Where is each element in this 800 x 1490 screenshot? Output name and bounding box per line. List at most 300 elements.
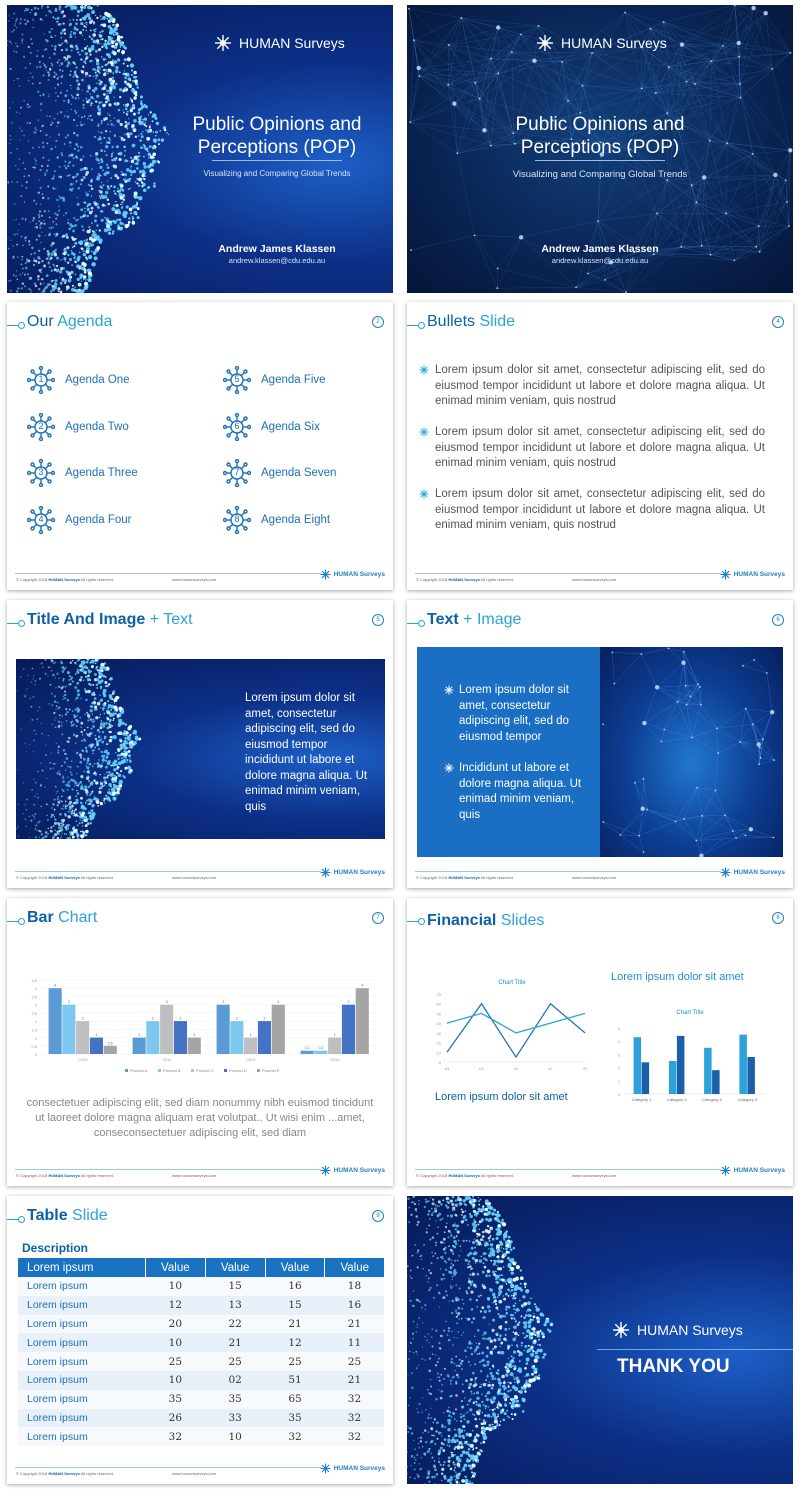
y-tick-label: 3.5 — [31, 994, 37, 1000]
particle-face-image — [7, 5, 197, 293]
slide-title: Title And Image + Text — [27, 611, 193, 628]
table-row — [18, 1427, 384, 1446]
table-cell: 35 — [265, 1409, 325, 1428]
y-tick-label: 0 — [438, 1060, 441, 1065]
data-label: 1 — [193, 1033, 196, 1038]
snowflake-bullet-icon — [444, 685, 454, 695]
table-row — [18, 1371, 384, 1390]
x-tick-label: 2010 — [78, 1057, 88, 1062]
bar — [174, 1021, 187, 1054]
x-tick-label: Category 3 — [702, 1097, 722, 1102]
bar — [49, 988, 62, 1054]
bar — [133, 1038, 146, 1054]
data-label: 3 — [277, 1000, 280, 1005]
data-label: 0.5 — [107, 1041, 113, 1046]
bar — [272, 1005, 285, 1054]
slide-footer — [7, 1162, 393, 1186]
x-tick-label: e7 — [548, 1066, 553, 1071]
data-label: 0.2 — [318, 1046, 324, 1051]
cover-author: Andrew James Klassen — [218, 243, 336, 255]
footer-line — [415, 573, 721, 574]
title-divider — [212, 160, 342, 161]
title-image-slide[interactable] — [7, 600, 393, 888]
snowflake-icon — [720, 1165, 731, 1176]
table-cell: Lorem ipsum — [18, 1390, 145, 1409]
table-cell: 21 — [325, 1315, 384, 1334]
bar — [146, 1021, 159, 1054]
chart-title: Chart Title — [676, 1010, 704, 1016]
footer-url[interactable]: www.humansurveys.com — [172, 1173, 217, 1178]
bar — [739, 1035, 747, 1094]
slide-footer — [7, 1460, 393, 1484]
slide-footer — [407, 864, 793, 888]
bullets-slide[interactable] — [407, 302, 793, 590]
cover-subtitle: Visualizing and Comparing Global Trends — [512, 169, 688, 180]
chart-heading-left: Lorem ipsum dolor sit amet — [435, 1091, 568, 1103]
grouped-bar-chart — [15, 970, 385, 1080]
footer-line — [15, 1169, 321, 1170]
table-header-cell: Lorem ipsum — [18, 1258, 145, 1277]
bar — [747, 1057, 755, 1094]
bar — [669, 1061, 677, 1094]
agenda-item-label: Agenda Four — [65, 513, 132, 526]
cover-email: andrew.klassen@cdu.edu.au — [228, 256, 326, 265]
particle-face-image — [16, 659, 236, 839]
footer-url[interactable]: www.humansurveys.com — [172, 577, 217, 582]
data-label: 3 — [165, 1000, 168, 1005]
table-description: Description — [22, 1241, 89, 1255]
page-number: 5 — [372, 614, 384, 626]
cover-title: Public Opinions and Perceptions (POP) — [515, 114, 685, 158]
network-image — [600, 647, 783, 857]
divider-line — [597, 1349, 793, 1350]
table-cell: 22 — [205, 1315, 265, 1334]
footer-brand: HUMAN Surveys — [720, 569, 785, 580]
network-number-icon: 4 — [27, 506, 55, 534]
bar — [90, 1038, 103, 1054]
table-cell: 25 — [325, 1352, 384, 1371]
x-tick-label: 2012 — [246, 1057, 256, 1062]
x-tick-label: Category 4 — [737, 1097, 758, 1102]
legend-swatch — [224, 1069, 227, 1072]
bar — [188, 1038, 201, 1054]
footer-brand: HUMAN Surveys — [720, 867, 785, 878]
agenda-item-4[interactable] — [27, 506, 132, 534]
slide-title: Our Agenda — [27, 313, 113, 330]
particle-face-image — [407, 1196, 587, 1484]
table-cell: Lorem ipsum — [18, 1315, 145, 1334]
y-tick-label: 1.5 — [31, 1027, 37, 1033]
table-row — [18, 1296, 384, 1315]
x-tick-label: c3 — [513, 1066, 519, 1071]
footer-brand: HUMAN Surveys — [720, 1165, 785, 1176]
table-cell: 25 — [205, 1352, 265, 1371]
slide-title: Table Slide — [27, 1207, 108, 1224]
table-header-cell: Value — [145, 1258, 205, 1277]
y-tick-label: 10 — [436, 1050, 441, 1056]
legend-label: Product C — [196, 1068, 214, 1073]
cover-title: Public Opinions and Perceptions (POP) — [192, 114, 362, 158]
agenda-item-7[interactable] — [223, 459, 336, 487]
table-cell: 26 — [145, 1409, 205, 1428]
thank-you-text: THANK YOU — [617, 1356, 730, 1377]
table-cell: 16 — [265, 1277, 325, 1296]
network-image-graphic — [600, 647, 783, 857]
brand-name: HUMAN Surveys — [637, 1322, 743, 1338]
table-cell: Lorem ipsum — [18, 1371, 145, 1390]
table-cell: Lorem ipsum — [18, 1409, 145, 1428]
table-cell: Lorem ipsum — [18, 1427, 145, 1446]
slide-title: Financial Slides — [427, 912, 545, 929]
y-tick-label: 60 — [436, 1001, 441, 1007]
cover-author: Andrew James Klassen — [541, 243, 659, 255]
table-cell: Lorem ipsum — [18, 1352, 145, 1371]
y-tick-label: 3 — [34, 1002, 37, 1008]
footer-brand: HUMAN Surveys — [320, 1165, 385, 1176]
y-tick-label: 5 — [617, 1026, 620, 1031]
title-connector-icon — [7, 918, 25, 925]
network-number-icon: 8 — [223, 506, 251, 534]
data-label: 3 — [222, 1000, 225, 1005]
y-tick-label: 3 — [617, 1052, 620, 1058]
y-tick-label: 2 — [34, 1019, 37, 1025]
cover-email: andrew.klassen@cdu.edu.au — [551, 256, 649, 265]
data-label: 3 — [67, 1000, 70, 1005]
legend-label: Product A — [130, 1068, 148, 1073]
network-number-icon: 3 — [27, 459, 55, 487]
slide-footer — [7, 864, 393, 888]
x-tick-label: Category 1 — [631, 1097, 652, 1102]
x-tick-label: b2 — [479, 1066, 484, 1071]
table-cell: 16 — [325, 1296, 384, 1315]
table-cell: 20 — [145, 1315, 205, 1334]
footer-copyright: © Copyright 2018 HUMAN Surveys All rights reserved. — [16, 875, 114, 880]
table-cell: 10 — [205, 1427, 265, 1446]
bar — [244, 1038, 257, 1054]
y-tick-label: 30 — [436, 1030, 441, 1036]
brand-logo — [611, 1320, 743, 1340]
page-number: 9 — [372, 1210, 384, 1222]
y-tick-label: 0.5 — [31, 1043, 37, 1049]
page-number: 4 — [772, 316, 784, 328]
network-number-icon: 1 — [27, 366, 55, 394]
cover-slide-2[interactable] — [407, 5, 793, 293]
bar — [677, 1036, 685, 1094]
y-tick-label: 2.5 — [31, 1010, 37, 1016]
table-cell: 12 — [265, 1333, 325, 1352]
bar — [712, 1070, 720, 1094]
banner-text: Lorem ipsum dolor sit amet, consectetur adipiscing elit, sed do eiusmod tempor incididunt ut labore et dolore magna aliqua. Ut enimad minim veniam, quis — [245, 692, 368, 813]
bullet-item: Lorem ipsum dolor sit amet, consectetur adipiscing elit, sed do eiusmod tempor incididunt ut labore et dolore magna aliqua. Ut enimad minim veniam, quis nostrud — [435, 363, 765, 410]
snowflake-logo-icon — [611, 1320, 631, 1340]
title-connector-icon — [407, 918, 425, 925]
bar — [356, 988, 369, 1054]
chart-title: Chart Title — [498, 980, 526, 986]
table-cell: 18 — [325, 1277, 384, 1296]
bar — [104, 1046, 117, 1054]
table-cell: 02 — [205, 1371, 265, 1390]
footer-line — [15, 573, 321, 574]
legend-swatch — [158, 1069, 161, 1072]
footer-copyright: © Copyright 2018 HUMAN Surveys All rights reserved. — [416, 577, 514, 582]
x-tick-label: a1 — [444, 1066, 450, 1071]
x-tick-label: Category 2 — [667, 1097, 687, 1102]
bullet-item: Lorem ipsum dolor sit amet, consectetur adipiscing elit, sed do eiusmod tempor incididunt ut labore et dolore magna aliqua. Ut enimad minim veniam, quis nostrud — [435, 487, 765, 534]
y-tick-label: 0 — [34, 1052, 37, 1057]
legend-label: Product B — [163, 1068, 181, 1073]
page-number: 2 — [372, 316, 384, 328]
table-row — [18, 1390, 384, 1409]
cover-subtitle: Visualizing and Comparing Global Trends — [203, 169, 351, 178]
footer-brand: HUMAN Surveys — [320, 1463, 385, 1474]
footer-copyright: © Copyright 2018 HUMAN Surveys All rights reserved. — [416, 875, 514, 880]
agenda-item-label: Agenda Eight — [261, 513, 331, 526]
legend-label: Product E — [262, 1068, 280, 1073]
table-cell: 25 — [265, 1352, 325, 1371]
bar — [258, 1021, 271, 1054]
data-label: 2 — [151, 1016, 154, 1021]
table-slide[interactable] — [7, 1196, 393, 1484]
agenda-item-3[interactable] — [27, 459, 138, 487]
text-panel — [417, 647, 600, 857]
footer-url[interactable]: www.humansurveys.com — [572, 577, 617, 582]
footer-line — [415, 1169, 721, 1170]
cover-slide-1[interactable] — [7, 5, 393, 293]
brand-name: HUMAN Surveys — [561, 35, 667, 51]
footer-line — [15, 1467, 321, 1468]
bar — [704, 1048, 712, 1094]
footer-copyright: © Copyright 2018 HUMAN Surveys All rights reserved. — [16, 577, 114, 582]
bar — [328, 1038, 341, 1054]
data-label: 2 — [179, 1016, 182, 1021]
table-cell: Lorem ipsum — [18, 1333, 145, 1352]
brand-name: HUMAN Surveys — [239, 35, 345, 51]
data-label: 4 — [54, 983, 57, 988]
x-tick-label: 2013 — [330, 1057, 340, 1062]
title-connector-icon — [7, 1216, 25, 1223]
table-cell: 32 — [325, 1427, 384, 1446]
y-tick-label: 4 — [34, 986, 37, 992]
agenda-slide[interactable] — [7, 302, 393, 590]
slide-title: Bullets Slide — [427, 313, 516, 330]
agenda-item-label: Agenda Three — [65, 467, 138, 479]
y-tick-label: 70 — [436, 992, 441, 997]
table-row — [18, 1409, 384, 1428]
brand-logo — [213, 33, 345, 53]
snowflake-icon — [320, 569, 331, 580]
x-tick-label: 2011 — [162, 1057, 172, 1062]
data-label: 1 — [333, 1033, 336, 1038]
table-cell: 10 — [145, 1333, 205, 1352]
financial-slide[interactable] — [407, 898, 793, 1186]
table-cell: 35 — [145, 1390, 205, 1409]
data-label: 2 — [81, 1016, 84, 1021]
table-row — [18, 1315, 384, 1334]
data-label: 2 — [235, 1016, 238, 1021]
agenda-item-label: Agenda Two — [65, 420, 129, 433]
data-label: 4 — [361, 983, 364, 988]
bar — [301, 1051, 314, 1054]
agenda-item-label: Agenda One — [65, 374, 130, 386]
snowflake-logo-icon — [535, 33, 555, 53]
slide-footer — [407, 1162, 793, 1186]
footer-copyright: © Copyright 2018 HUMAN Surveys All rights reserved. — [416, 1173, 514, 1178]
table-cell: 15 — [205, 1277, 265, 1296]
category-bar-chart — [610, 1006, 770, 1111]
thank-you-slide[interactable] — [407, 1196, 793, 1484]
bar — [634, 1037, 642, 1094]
footer-brand: HUMAN Surveys — [320, 569, 385, 580]
line-series — [447, 1004, 585, 1057]
table-cell: 32 — [325, 1409, 384, 1428]
panel-bullet-item: Incididunt ut labore et dolore magna aliqua. Ut enimad minim veniam, quis — [459, 761, 584, 823]
table-header-cell: Value — [265, 1258, 325, 1277]
data-label: 0.2 — [304, 1046, 310, 1051]
snowflake-icon — [320, 1165, 331, 1176]
legend-swatch — [257, 1069, 260, 1072]
agenda-item-5[interactable] — [223, 366, 326, 394]
line-chart — [425, 976, 600, 1076]
table-cell: 11 — [325, 1333, 384, 1352]
data-table — [18, 1258, 384, 1446]
footer-copyright: © Copyright 2018 HUMAN Surveys All rights reserved. — [16, 1471, 114, 1476]
table-cell: 25 — [145, 1352, 205, 1371]
snowflake-bullet-icon — [419, 489, 429, 499]
network-number-icon: 2 — [27, 413, 55, 441]
page-number: 7 — [372, 912, 384, 924]
snowflake-icon — [320, 1463, 331, 1474]
footer-url[interactable]: www.humansurveys.com — [172, 1471, 217, 1476]
table-cell: 10 — [145, 1277, 205, 1296]
title-connector-icon — [7, 322, 25, 329]
agenda-item-2[interactable] — [27, 413, 129, 441]
table-cell: 65 — [265, 1390, 325, 1409]
table-cell: 13 — [205, 1296, 265, 1315]
table-row — [18, 1333, 384, 1352]
table-cell: Lorem ipsum — [18, 1277, 145, 1296]
footer-url[interactable]: www.humansurveys.com — [572, 875, 617, 880]
y-tick-label: 4.5 — [31, 978, 37, 983]
table-row — [18, 1352, 384, 1371]
network-number-icon: 7 — [223, 459, 251, 487]
snowflake-icon — [320, 867, 331, 878]
agenda-item-8[interactable] — [223, 506, 330, 534]
table-row — [18, 1277, 384, 1296]
chart-heading-right: Lorem ipsum dolor sit amet — [611, 971, 744, 983]
table-cell: Lorem ipsum — [18, 1296, 145, 1315]
bar — [160, 1005, 173, 1054]
text-image-slide[interactable] — [407, 600, 793, 888]
title-divider — [535, 160, 665, 161]
title-connector-icon — [7, 620, 25, 627]
bar — [76, 1021, 89, 1054]
table-cell: 15 — [265, 1296, 325, 1315]
agenda-item-label: Agenda Six — [261, 420, 320, 433]
snowflake-logo-icon — [213, 33, 233, 53]
bar-chart-slide[interactable] — [7, 898, 393, 1186]
snowflake-bullet-icon — [419, 427, 429, 437]
agenda-item-label: Agenda Five — [261, 374, 326, 386]
table-cell: 35 — [205, 1390, 265, 1409]
table-header-row — [18, 1258, 384, 1277]
network-number-icon: 6 — [223, 413, 251, 441]
table-cell: 21 — [325, 1371, 384, 1390]
network-number-icon: 5 — [223, 366, 251, 394]
footer-url[interactable]: www.humansurveys.com — [572, 1173, 617, 1178]
data-label: 1 — [95, 1033, 98, 1038]
x-tick-label: f9 — [583, 1066, 587, 1071]
legend-label: Product D — [229, 1068, 247, 1073]
slide-title: Text + Image — [427, 611, 522, 628]
legend-swatch — [191, 1069, 194, 1072]
table-cell: 12 — [145, 1296, 205, 1315]
face-banner-image — [16, 659, 385, 839]
y-tick-label: 20 — [436, 1040, 441, 1046]
y-tick-label: 1 — [617, 1078, 620, 1084]
table-cell: 32 — [145, 1427, 205, 1446]
slide-footer — [407, 566, 793, 590]
chart-caption: consectetuer adipiscing elit, sed diam nonummy nibh euismod tincidunt ut laoreet dolore magna aliquam erat volutpat.. Ut wisi enim ...amet, conseconsectetuer adipiscing elit, sed diam — [26, 1097, 374, 1139]
y-tick-label: 1 — [34, 1035, 37, 1041]
snowflake-bullet-icon — [444, 763, 454, 773]
bar — [62, 1005, 75, 1054]
panel-bullet-item: Lorem ipsum dolor sit amet, consectetur adipiscing elit, sed do eiusmod tempor — [459, 683, 584, 745]
footer-url[interactable]: www.humansurveys.com — [172, 875, 217, 880]
agenda-item-label: Agenda Seven — [261, 467, 337, 479]
bullet-item: Lorem ipsum dolor sit amet, consectetur adipiscing elit, sed do eiusmod tempor incididunt ut labore et dolore magna aliqua. Ut enimad minim veniam, quis nostrud — [435, 425, 765, 472]
bar — [230, 1021, 243, 1054]
footer-brand: HUMAN Surveys — [320, 867, 385, 878]
data-label: 2 — [263, 1016, 266, 1021]
agenda-item-1[interactable] — [27, 366, 130, 394]
page-number: 6 — [772, 614, 784, 626]
footer-line — [415, 871, 721, 872]
y-tick-label: 50 — [436, 1011, 441, 1017]
table-body — [18, 1277, 384, 1446]
data-label: 1 — [138, 1033, 141, 1038]
table-cell: 21 — [265, 1315, 325, 1334]
y-tick-label: 4 — [617, 1039, 620, 1045]
brand-logo — [535, 33, 667, 53]
page-number: 8 — [772, 912, 784, 924]
bar — [642, 1062, 650, 1094]
bar — [314, 1051, 327, 1054]
table-cell: 32 — [325, 1390, 384, 1409]
title-connector-icon — [407, 620, 425, 627]
legend-swatch — [125, 1069, 128, 1072]
table-cell: 21 — [205, 1333, 265, 1352]
table-cell: 32 — [265, 1427, 325, 1446]
y-tick-label: 2 — [617, 1065, 620, 1071]
footer-copyright: © Copyright 2018 HUMAN Surveys All rights reserved. — [16, 1173, 114, 1178]
y-tick-label: 0 — [617, 1092, 620, 1097]
bar — [342, 1005, 355, 1054]
table-cell: 10 — [145, 1371, 205, 1390]
table-cell: 51 — [265, 1371, 325, 1390]
agenda-item-6[interactable] — [223, 413, 320, 441]
snowflake-icon — [720, 867, 731, 878]
bar — [217, 1005, 230, 1054]
y-tick-label: 40 — [436, 1021, 441, 1027]
slide-title: Bar Chart — [27, 909, 98, 926]
snowflake-icon — [720, 569, 731, 580]
table-cell: 33 — [205, 1409, 265, 1428]
data-label: 1 — [249, 1033, 252, 1038]
snowflake-bullet-icon — [419, 365, 429, 375]
table-header-cell: Value — [325, 1258, 384, 1277]
slide-footer — [7, 566, 393, 590]
table-header-cell: Value — [205, 1258, 265, 1277]
